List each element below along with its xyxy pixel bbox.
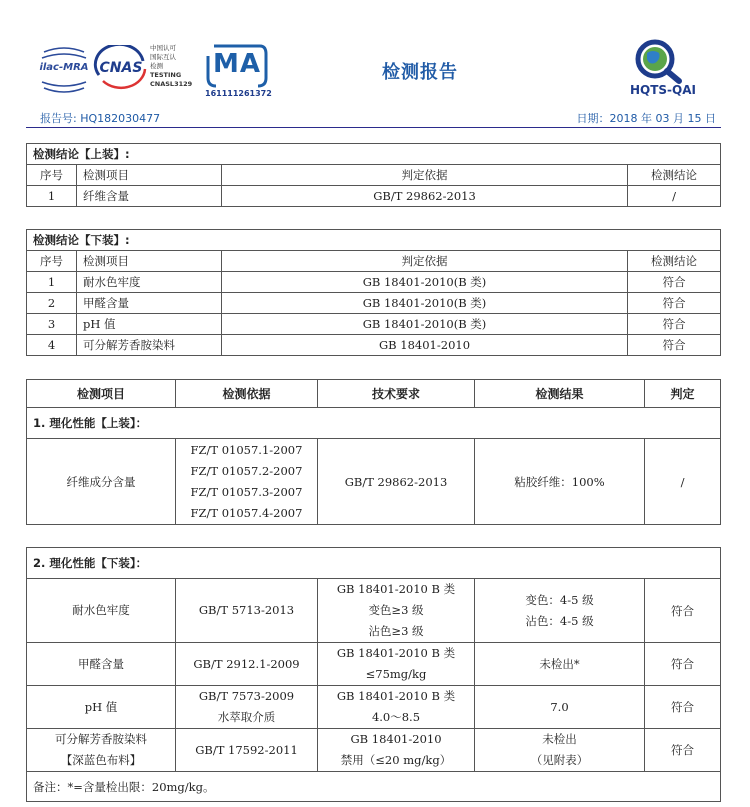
- table-row: [27, 272, 721, 293]
- col-header: 检测项目: [27, 380, 176, 408]
- requirement: [318, 729, 475, 772]
- section-title: 2. 理化性能【下装】：: [27, 548, 721, 579]
- result-line: 未检出: [542, 732, 577, 746]
- conclusion-table-top: [26, 143, 721, 207]
- test-item: [27, 729, 176, 772]
- row-number: 1: [27, 272, 77, 293]
- report-number: 报告号: HQ182030477: [40, 112, 161, 125]
- test-method: [176, 686, 318, 729]
- cma-text: MA: [213, 49, 261, 79]
- item-line: 甲醛含量: [78, 656, 124, 671]
- row-result: 符合: [628, 314, 721, 335]
- test-method: [176, 579, 318, 643]
- verdict: /: [645, 439, 721, 525]
- section-title: 检测结论【上装】:: [27, 144, 721, 165]
- requirement-line: 变色≥3 级: [368, 603, 424, 617]
- conclusion-table-bottom: [26, 229, 721, 356]
- cnas-text: CNAS: [99, 60, 143, 76]
- cnas-info-line: 检测: [150, 62, 163, 70]
- result-line: （见附表）: [530, 753, 589, 767]
- requirement-line: 禁用（≤20 mg/kg）: [340, 753, 452, 767]
- row-result: 符合: [628, 293, 721, 314]
- report-date: 日期：2018 年 03 月 15 日: [576, 112, 716, 125]
- row-item: 可分解芳香胺染料: [77, 335, 222, 356]
- row-result: 符合: [628, 272, 721, 293]
- detail-table-section1: [26, 379, 721, 525]
- item-line: 耐水色牢度: [72, 603, 130, 617]
- col-header: 序号: [27, 165, 77, 186]
- result-line: 7.0: [550, 699, 569, 714]
- col-header: 检测结论: [628, 165, 721, 186]
- header-divider: [26, 127, 721, 128]
- row-result: /: [628, 186, 721, 207]
- col-header: 判定依据: [222, 165, 628, 186]
- cnas-info-line: CNASL3129: [150, 80, 193, 88]
- test-result: [475, 686, 645, 729]
- verdict: 符合: [645, 729, 721, 772]
- test-result: 粘胶纤维：100%: [475, 439, 645, 525]
- section-title: 1. 理化性能【上装】：: [27, 408, 721, 439]
- table-row: [27, 439, 721, 525]
- verdict: 符合: [645, 686, 721, 729]
- col-header: 检测结果: [475, 380, 645, 408]
- test-item: [27, 579, 176, 643]
- row-basis: GB/T 29862-2013: [222, 186, 628, 207]
- requirement: [318, 643, 475, 686]
- table-row: [27, 686, 721, 729]
- verdict: 符合: [645, 579, 721, 643]
- row-number: 4: [27, 335, 77, 356]
- table-row: [27, 643, 721, 686]
- method-line: 水萃取介质: [217, 710, 276, 724]
- test-item: [27, 643, 176, 686]
- report-header: [0, 0, 750, 130]
- table-row: [27, 314, 721, 335]
- row-item: pH 值: [77, 314, 222, 335]
- magnifier-globe-icon: [631, 37, 683, 85]
- row-number: 2: [27, 293, 77, 314]
- method-line: FZ/T 01057.2-2007: [190, 463, 303, 478]
- method-line: GB/T 5713-2013: [198, 603, 295, 617]
- result-line: 变色：4-5 级: [525, 592, 594, 607]
- test-result: [475, 643, 645, 686]
- col-header: 序号: [27, 251, 77, 272]
- requirement-line: ≤75mg/kg: [365, 667, 427, 681]
- row-basis: GB 18401-2010(B 类): [222, 293, 628, 314]
- test-method: [176, 439, 318, 525]
- requirement: [318, 579, 475, 643]
- test-method: [176, 643, 318, 686]
- hqts-logo: [631, 37, 683, 85]
- requirement-line: GB 18401-2010 B 类: [336, 646, 456, 660]
- cnas-info: [150, 44, 210, 89]
- row-item: 纤维含量: [77, 186, 222, 207]
- note: 备注：*=含量检出限：20mg/kg。: [27, 772, 721, 802]
- company-name: HQTS-QAI: [629, 83, 696, 97]
- col-header: 判定依据: [222, 251, 628, 272]
- test-item: [27, 686, 176, 729]
- row-item: 耐水色牢度: [77, 272, 222, 293]
- requirement-line: GB 18401-2010 B 类: [336, 689, 456, 703]
- row-number: 1: [27, 186, 77, 207]
- cma-number: 161111261372: [205, 89, 272, 98]
- cnas-info-line: TESTING: [150, 71, 182, 79]
- row-number: 3: [27, 314, 77, 335]
- section-title: 检测结论【下装】:: [27, 230, 721, 251]
- item-line: pH 值: [84, 699, 118, 714]
- row-result: 符合: [628, 335, 721, 356]
- method-line: GB/T 17592-2011: [195, 742, 298, 757]
- row-basis: GB 18401-2010(B 类): [222, 314, 628, 335]
- ilac-text: ilac-MRA: [39, 62, 89, 73]
- table-row: [27, 293, 721, 314]
- requirement: GB/T 29862-2013: [318, 439, 475, 525]
- detail-table-section2: [26, 547, 721, 802]
- method-line: FZ/T 01057.1-2007: [190, 442, 303, 457]
- method-line: GB/T 2912.1-2009: [193, 656, 300, 671]
- page-title: 检测报告: [382, 62, 458, 83]
- method-line: FZ/T 01057.3-2007: [190, 484, 303, 499]
- row-item: 甲醛含量: [77, 293, 222, 314]
- cnas-info-line: 国际互认: [150, 53, 176, 61]
- row-basis: GB 18401-2010(B 类): [222, 272, 628, 293]
- col-header: 检测项目: [77, 251, 222, 272]
- row-basis: GB 18401-2010: [222, 335, 628, 356]
- method-line: GB/T 7573-2009: [198, 689, 295, 703]
- col-header: 检测项目: [77, 165, 222, 186]
- cma-logo: [206, 42, 268, 90]
- result-line: 沾色：4-5 级: [525, 613, 594, 628]
- cnas-logo: [93, 45, 149, 93]
- requirement: [318, 686, 475, 729]
- method-line: FZ/T 01057.4-2007: [190, 505, 303, 520]
- cnas-info-line: 中国认可: [150, 44, 176, 52]
- requirement-line: GB 18401-2010: [350, 732, 442, 746]
- table-row: [27, 729, 721, 772]
- test-item: 纤维成分含量: [27, 439, 176, 525]
- item-line: 【深蓝色布料】: [60, 753, 142, 767]
- col-header: 检测结论: [628, 251, 721, 272]
- verdict: 符合: [645, 643, 721, 686]
- col-header: 技术要求: [318, 380, 475, 408]
- result-line: 未检出*: [539, 656, 580, 671]
- item-line: 可分解芳香胺染料: [55, 732, 147, 746]
- ilac-mra-logo: [38, 42, 90, 98]
- requirement-line: 4.0～8.5: [371, 710, 421, 724]
- col-header: 检测依据: [176, 380, 318, 408]
- test-result: [475, 579, 645, 643]
- table-row: [27, 186, 721, 207]
- table-row: [27, 335, 721, 356]
- test-method: [176, 729, 318, 772]
- table-row: [27, 579, 721, 643]
- requirement-line: GB 18401-2010 B 类: [336, 582, 456, 596]
- col-header: 判定: [645, 380, 721, 408]
- test-result: [475, 729, 645, 772]
- requirement-line: 沾色≥3 级: [368, 624, 424, 638]
